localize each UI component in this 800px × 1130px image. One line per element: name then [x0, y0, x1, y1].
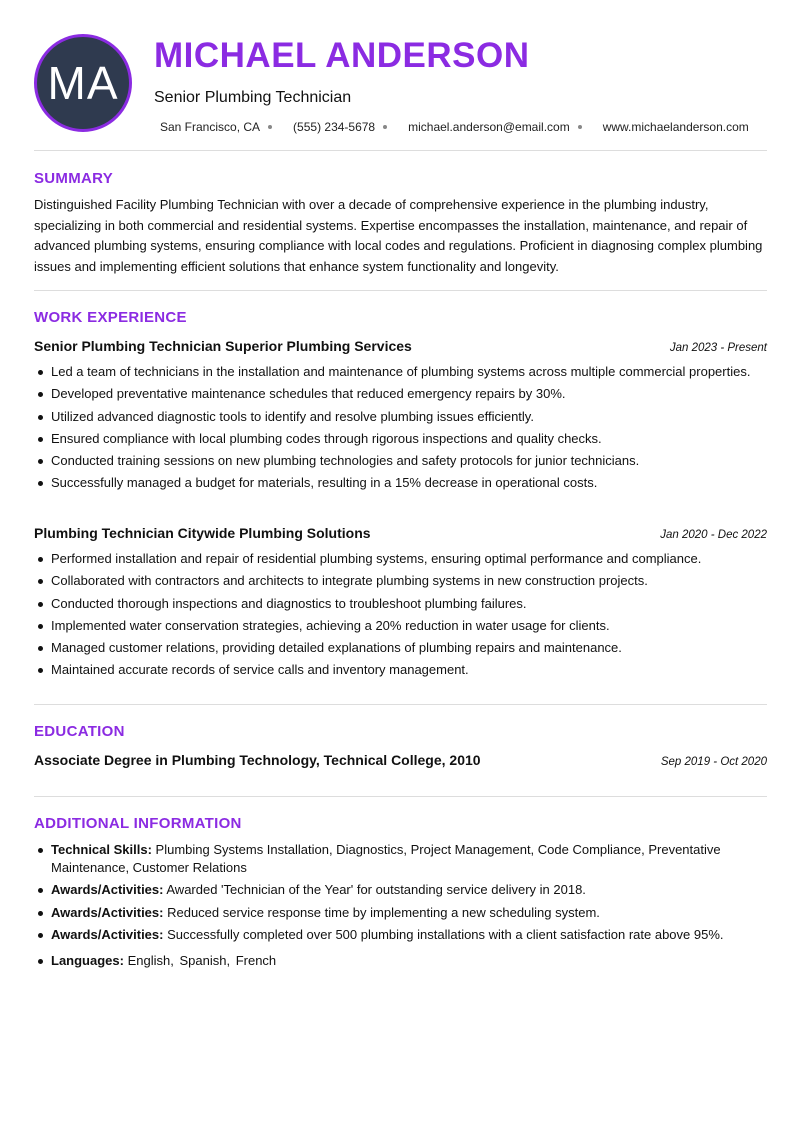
summary-text: Distinguished Facility Plumbing Technician with over a decade of comprehensive experience in the plumbing industry, specializing in both commercial and residential systems. Expertise encompasses the installation, maintenance, and repair of advanced plumbing systems, ensuring compliance with local codes and regulations. Proficient in diagnosing complex plumbing issues and implementing efficient solutions that enhance system functionality and longevity. [34, 197, 763, 274]
job-bullets [34, 363, 771, 497]
list-item: Developed preventative maintenance schedules that reduced emergency repairs by 30%. [51, 385, 771, 403]
education-degree: Associate Degree in Plumbing Technology, Technical College, 2010 [34, 752, 481, 768]
item-text: Awarded 'Technician of the Year' for outstanding service delivery in 2018. [166, 882, 586, 898]
separator-dot [578, 125, 582, 129]
list-item [51, 926, 771, 944]
list-item: Managed customer relations, providing detailed explanations of plumbing repairs and maintenance. [51, 639, 771, 657]
divider [34, 796, 767, 797]
list-item [51, 952, 771, 970]
item-label: Awards/Activities: [51, 904, 164, 920]
contact-location: San Francisco, CA [160, 120, 261, 134]
list-item [51, 881, 771, 899]
education-heading: EDUCATION [34, 723, 125, 740]
list-item: Maintained accurate records of service calls and inventory management. [51, 661, 771, 679]
job-dates: Jan 2023 - Present [669, 342, 767, 354]
summary-heading: SUMMARY [34, 170, 114, 187]
job-header [34, 525, 767, 541]
divider [34, 704, 767, 705]
additional-list [34, 841, 771, 974]
list-item: Utilized advanced diagnostic tools to identify and resolve plumbing issues efficiently. [51, 408, 771, 426]
list-item: Ensured compliance with local plumbing codes through rigorous inspections and quality checks. [51, 430, 771, 448]
candidate-title: Senior Plumbing Technician [154, 89, 352, 106]
contact-phone: (555) 234-5678 [293, 120, 376, 134]
additional-heading: ADDITIONAL INFORMATION [34, 815, 242, 832]
item-label: Awards/Activities: [51, 926, 164, 942]
language: French [235, 952, 277, 968]
list-item: Conducted training sessions on new plumbing technologies and safety protocols for junior technicians. [51, 452, 771, 470]
item-text: Plumbing Systems Installation, Diagnostics, Project Management, Code Compliance, Preventative Maintenance, Customer Relations [51, 842, 721, 875]
list-item: Led a team of technicians in the installation and maintenance of plumbing systems across multiple commercial properties. [51, 363, 771, 381]
job-dates: Jan 2020 - Dec 2022 [660, 529, 767, 541]
item-text: Successfully completed over 500 plumbing installations with a client satisfaction rate above 95%. [167, 926, 724, 942]
job-role: Senior Plumbing Technician Superior Plumbing Services [34, 338, 412, 354]
separator-dot [383, 125, 387, 129]
list-item: Collaborated with contractors and architects to integrate plumbing systems in new construction projects. [51, 572, 771, 590]
contact-website[interactable]: www.michaelanderson.com [602, 120, 749, 134]
avatar-initials: MA [47, 57, 119, 109]
list-item: Implemented water conservation strategies, achieving a 20% reduction in water usage for clients. [51, 617, 771, 635]
education-entry [34, 752, 767, 768]
contact-bar [160, 120, 749, 134]
separator-dot [268, 125, 272, 129]
contact-email[interactable]: michael.anderson@email.com [408, 120, 570, 134]
list-item: Successfully managed a budget for materials, resulting in a 15% decrease in operational costs. [51, 474, 771, 492]
list-item [51, 904, 771, 922]
experience-heading: WORK EXPERIENCE [34, 309, 187, 326]
job-role: Plumbing Technician Citywide Plumbing Solutions [34, 525, 371, 541]
education-dates: Sep 2019 - Oct 2020 [660, 756, 767, 768]
job-bullets [34, 550, 771, 684]
language: Spanish, [179, 952, 231, 968]
list-item: Performed installation and repair of residential plumbing systems, ensuring optimal performance and compliance. [51, 550, 771, 568]
divider [34, 150, 767, 151]
list-item: Conducted thorough inspections and diagnostics to troubleshoot plumbing failures. [51, 595, 771, 613]
item-label: Technical Skills: [51, 842, 152, 857]
language: English, [127, 952, 174, 968]
divider [34, 290, 767, 291]
candidate-name: MICHAEL ANDERSON [154, 36, 530, 75]
languages-label: Languages: [51, 952, 124, 968]
avatar [34, 34, 132, 132]
list-item [51, 841, 771, 877]
item-text: Reduced service response time by implementing a new scheduling system. [167, 904, 600, 920]
job-header [34, 338, 767, 354]
item-label: Awards/Activities: [51, 882, 164, 898]
